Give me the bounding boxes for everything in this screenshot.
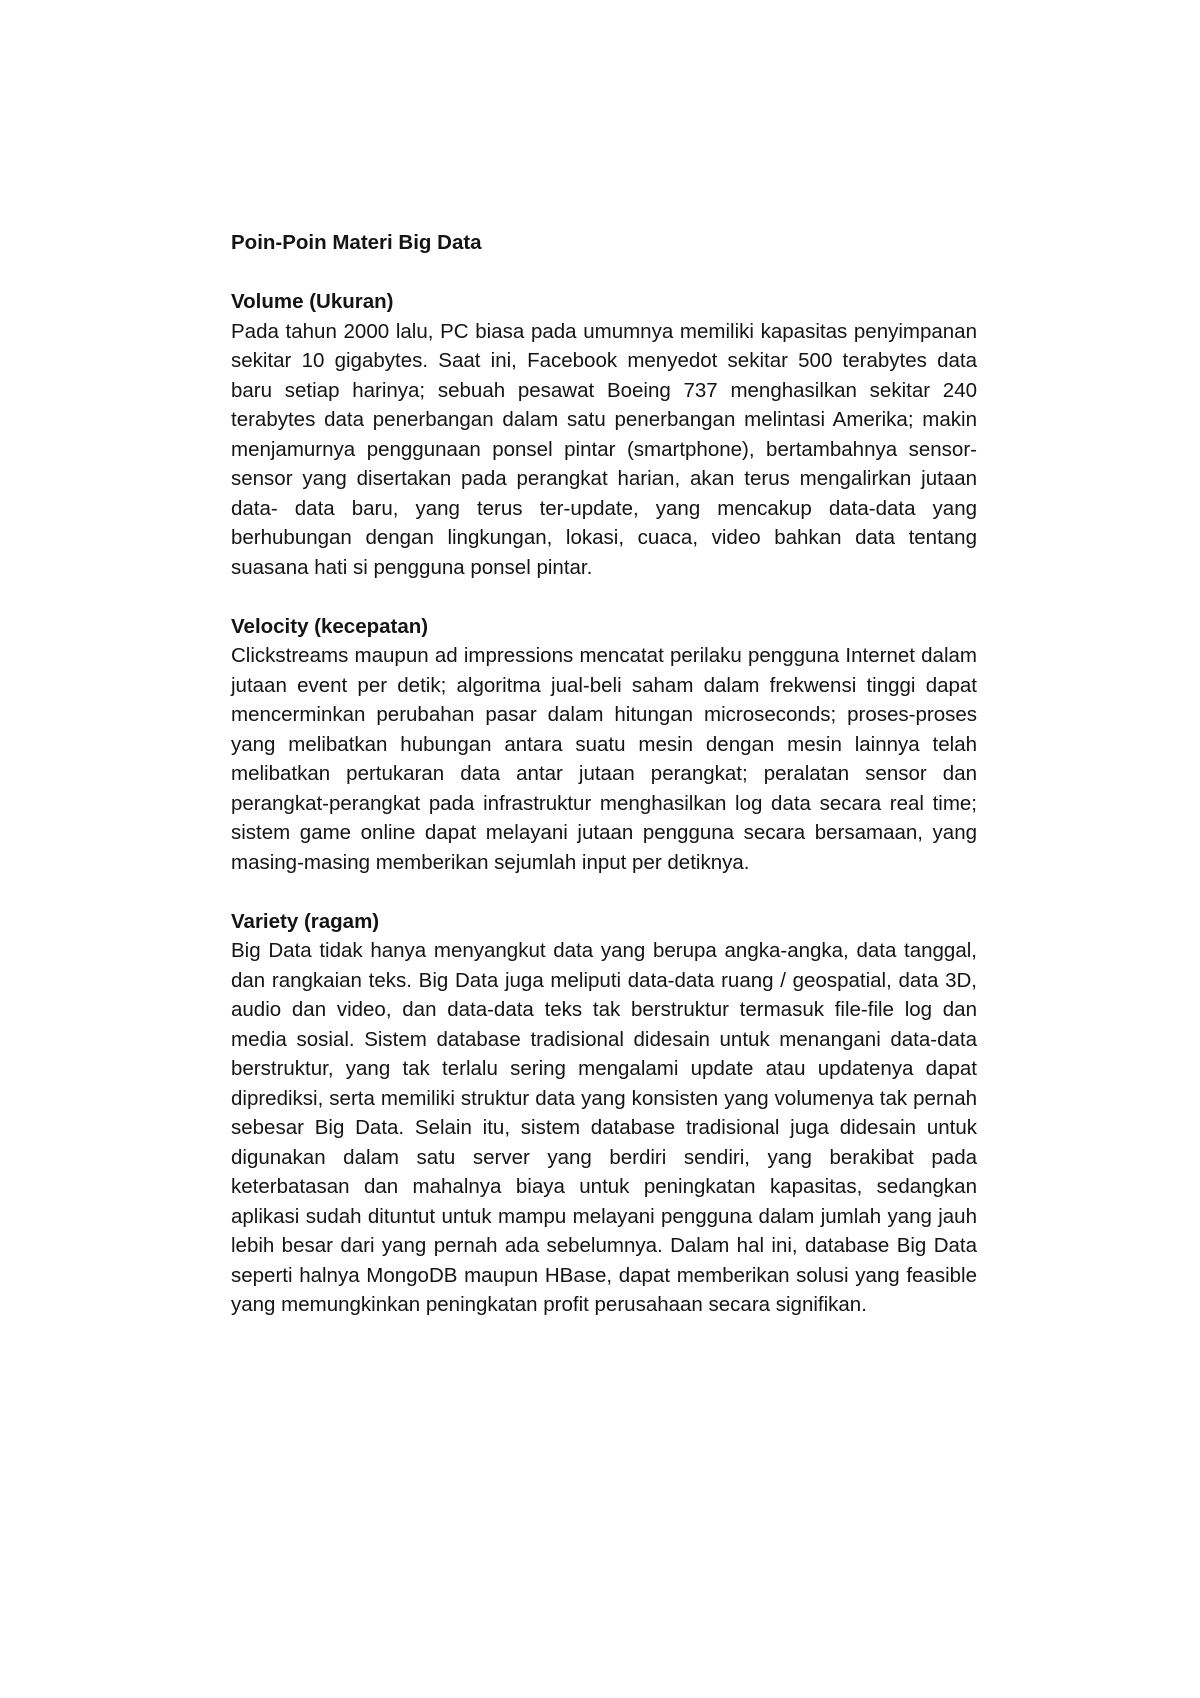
section-volume [231,287,977,582]
section-variety [231,907,977,1320]
section-heading: Variety (ragam) [231,909,380,933]
section-velocity [231,612,977,878]
section-heading: Volume (Ukuran) [231,290,394,313]
section-paragraph: Big Data tidak hanya menyangkut data yang berupa angka-angka, data tanggal, dan rangkaian teks. Big Data juga meliputi data-data ruang / geospatial, data 3D, audio dan video, dan data-data teks tak berstruktur termasuk file-file log dan media sosial. Sistem database tradisional didesain untuk menangani data-data berstruktur, yang tak terlalu sering mengalami update atau updatenya dapat diprediksi, serta memiliki struktur data yang konsisten yang volumenya tak pernah sebesar Big Data. Selain itu, sistem database tradisional juga didesain untuk digunakan dalam satu server yang berdiri sendiri, yang berakibat pada keterbatasan dan mahalnya biaya untuk peningkatan kapasitas, sedangkan aplikasi sudah dituntut untuk mampu melayani pengguna dalam jumlah yang jauh lebih besar dari yang pernah ada sebelumnya. Dalam hal ini, database Big Data seperti halnya MongoDB maupun HBase, dapat memberikan solusi yang feasible yang memungkinkan peningkatan profit perusahaan secara signifikan. [231,939,977,1316]
section-paragraph: Clickstreams maupun ad impressions mencatat perilaku pengguna Internet dalam jutaan event per detik; algoritma jual-beli saham dalam frekwensi tinggi dapat mencerminkan perubahan pasar dalam hitungan microseconds; proses-proses yang melibatkan hubungan antara suatu mesin dengan mesin lainnya telah melibatkan pertukaran data antar jutaan perangkat; peralatan sensor dan perangkat-perangkat pada infrastruktur menghasilkan log data secara real time; sistem game online dapat melayani jutaan pengguna secara bersamaan, yang masing-masing memberikan sejumlah input per detiknya. [231,644,977,874]
document-title: Poin-Poin Materi Big Data [231,231,482,254]
section-paragraph: Pada tahun 2000 lalu, PC biasa pada umumnya memiliki kapasitas penyimpanan sekitar 10 gigabytes. Saat ini, Facebook menyedot sekitar 500 terabytes data baru setiap harinya; sebuah pesawat Boeing 737 menghasilkan sekitar 240 terabytes data penerbangan dalam satu penerbangan melintasi Amerika; makin menjamurnya penggunaan ponsel pintar (smartphone), bertambahnya sensor-sensor yang disertakan pada perangkat harian, akan terus mengalirkan jutaan data- data baru, yang terus ter-update, yang mencakup data-data yang berhubungan dengan lingkungan, lokasi, cuaca, video bahkan data tentang suasana hati si pengguna ponsel pintar. [231,319,977,579]
section-heading: Velocity (kecepatan) [231,614,429,638]
document-content [231,228,977,1349]
